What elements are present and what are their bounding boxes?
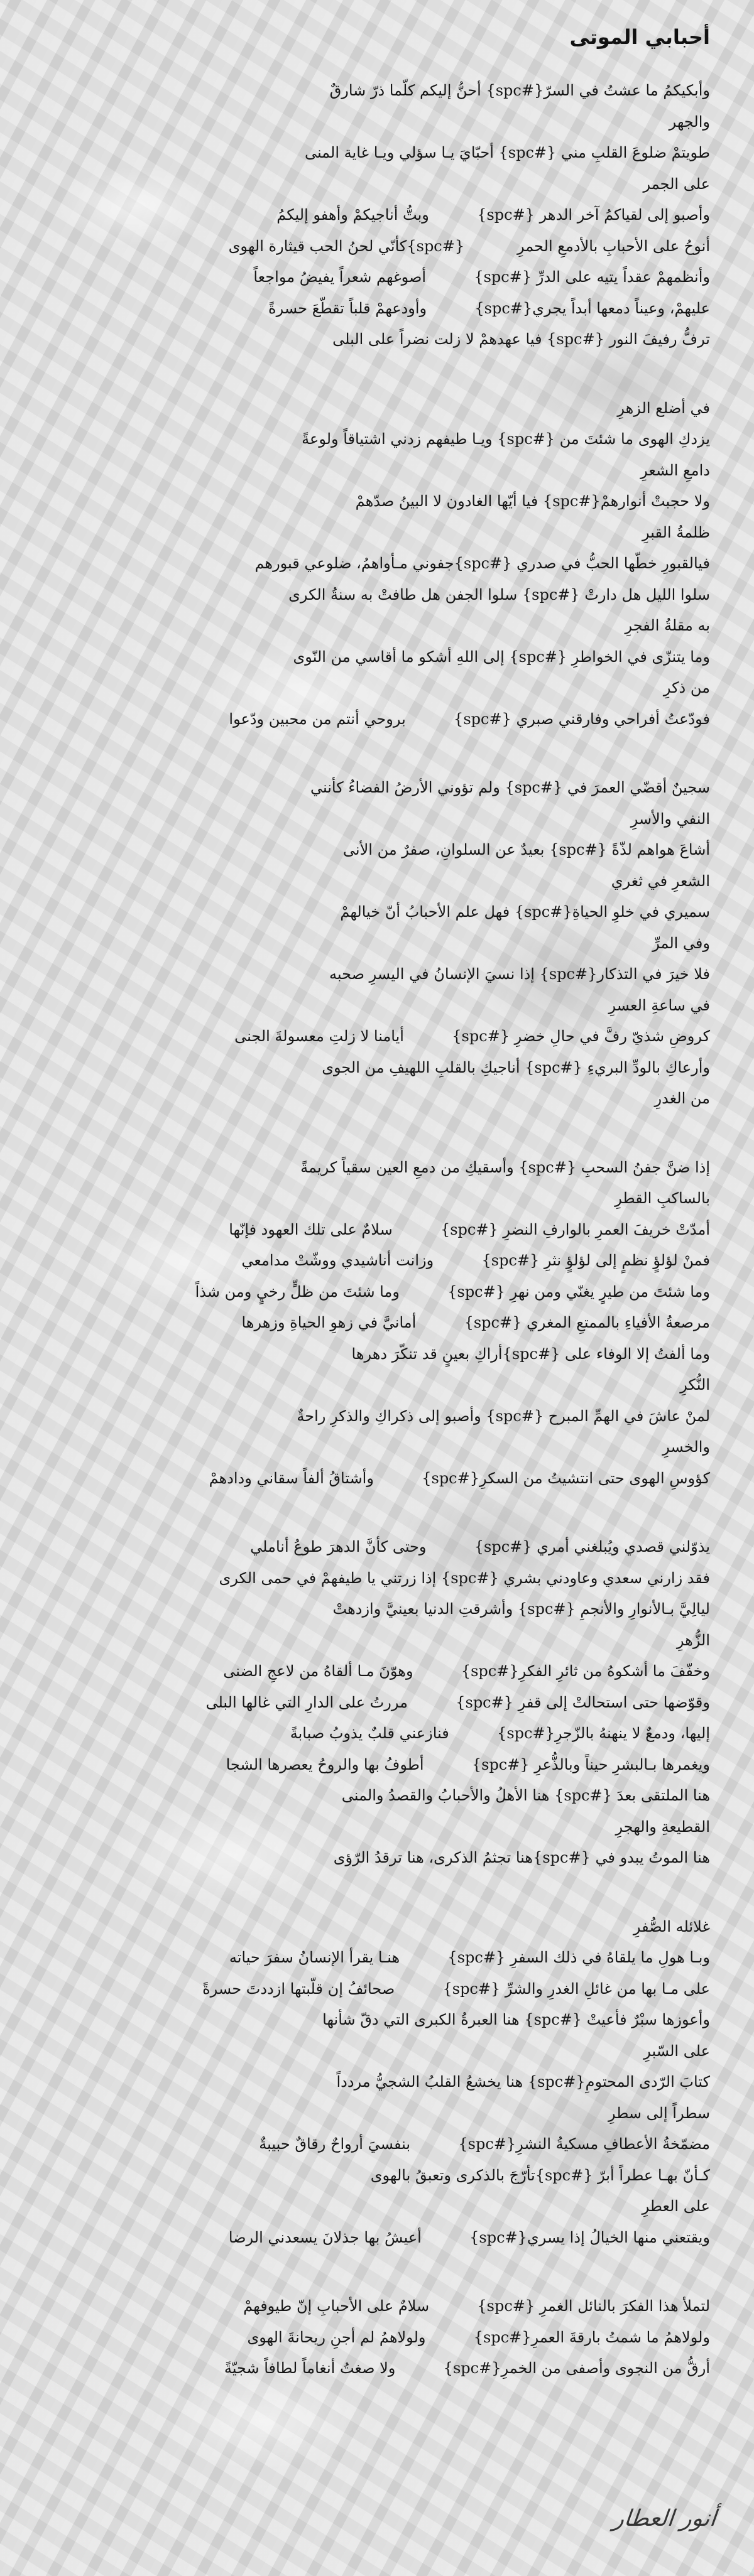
poem-line: في أضلع الزهرِ — [617, 399, 710, 417]
poem-line: يذوّلني قصدي ويُبلغني أمري {#spc} وحتى كأنَّ الدهرَ طوعُ أناملي — [250, 1538, 710, 1556]
poem-line: يزدكِ الهوى ما شئتَ من {#spc} ويـا طيفهم زدني اشتياقاً ولوعةً — [302, 430, 710, 448]
poem-stanza — [44, 772, 710, 1115]
poem-line: ويغمرها بـالبشرِ حيناً وبالذُّعرِ {#spc} أطوفُ بها والروحُ يعصرها الشجا — [226, 1755, 710, 1773]
poem-line: ويقتعني منها الخيالُ إذا يسري{#spc} أعيشُ بها جذلانَ يسعدني الرضا — [228, 2228, 710, 2246]
poem-line: ترفُّ رفيفَ النور {#spc} فيا عهدهمْ لا زلت نضراً على البلى — [332, 330, 710, 348]
poem-body — [44, 75, 710, 2384]
poem-stanza — [44, 1912, 710, 2254]
poem-line: أرقُّ من النجوى وأصفى من الخمرِ{#spc} ولا صغتُ أنغاماً لطافاً شجيّةً — [224, 2359, 710, 2377]
poem-line: لمنْ عاشَ في الهمِّ المبرح {#spc} وأصبو إلى ذكراكِ والذكرِ راحةٌ — [297, 1407, 710, 1425]
poem-line: كتابَ الرّدى المحتومِ{#spc} هنا يخشعُ القلبُ الشجيُّ مردداً — [336, 2073, 710, 2091]
poem-line: عليهمْ، وعيناً دمعها أبداً يجري{#spc} وأودعهمْ قلباً تقطّعَ حسرةً — [268, 299, 710, 317]
poem-line: هنا الملتقى بعدَ {#spc} هنا الأهلُ والأحبابُ والقصدُ والمنى — [341, 1787, 710, 1804]
poem-line: في ساعةِ العسرِ — [608, 996, 710, 1014]
poem-line: إذا ضنَّ جفنُ السحبِ {#spc} وأسقيكِ من دمعِ العين سقياً كريمةً — [300, 1158, 710, 1176]
poem-line: على مـا بها من غائلِ الغدرِ والشرِّ {#spc} صحائفُ إن قلّبتها ازددتَ حسرةً — [202, 1979, 710, 1998]
poem-line: سجينٌ أقضّي العمرَ في {#spc} ولم تؤوني الأرضُ الفضاءُ كأنني — [310, 779, 710, 796]
poem-line: دامعِ الشعرِ — [640, 461, 710, 479]
poem-line: هنا الموتُ يبدو في {#spc}هنا تجثمُ الذكرى، هنا ترقدُ الرّؤى — [333, 1849, 710, 1866]
poem-line: والخسرِ — [662, 1438, 710, 1456]
poem-line: النفي والأسرِ — [630, 809, 710, 828]
poem-line: وقوّضها حتى استحالتْ إلى قفرِ {#spc} مررتُ على الدارِ التي غالها البلى — [205, 1693, 710, 1711]
poem-line: وأبكيكمُ ما عشتُ في السرّ{#spc} أحنُّ إليكم كلّما ذرّ شارقٌ — [329, 82, 710, 99]
poem-line: سلوا الليل هل دارتْ {#spc} سلوا الجفن هل طافتْ به سنةُ الكرى — [288, 585, 710, 603]
poem-line: من ذكرِ — [663, 679, 710, 696]
poem-line: فمنْ لؤلؤٍ نظمٍ إلى لؤلؤٍ نثرِ {#spc} وزانت أناشيدي ووشّتْ مدامعي — [241, 1252, 710, 1269]
poem-line: غلائله الصُّفرِ — [633, 1917, 710, 1935]
poem-stanza — [44, 2291, 710, 2384]
poem-line: على الجمر — [643, 175, 710, 193]
poem-line: وأرعاكِ بالودِّ البريءِ {#spc} أناجيكِ بالقلبِ اللهيفِ من الجوى — [322, 1058, 710, 1076]
poem-line: بالساكبِ القطرِ — [615, 1189, 710, 1207]
poem-line: وأعوزها سبْرٌ فأعيتْ {#spc} هنا العبرةُ الكبرى التي دقّ شأنها — [322, 2011, 710, 2028]
poem-line: على السّبرِ — [643, 2042, 710, 2060]
poem-line: والجهر — [669, 112, 710, 131]
poem-line: كـأنّ بهـا عطراً أبرّ {#spc}تأرّجَ بالذكرى وتعبقُ بالهوى — [370, 2166, 710, 2184]
poem-stanza — [44, 75, 710, 355]
poem-line: الزُّهرِ — [676, 1631, 710, 1649]
poem-line: وخفّفَ ما أشكوهُ من ثائرِ الفكرِ{#spc} وهوّنَ مـا ألقاهُ من لاعجِ الضنى — [223, 1662, 710, 1680]
poem-line: وأنظمهمْ عقداً يتيه على الدرِّ {#spc} أصوغهم شعراً يفيضُ مواجعاً — [253, 268, 710, 286]
poem-line: فيالقبورِ خطّها الحبُّ في صدري {#spc}جفوني مـأواهمُ، ضلوعي قبورهم — [254, 555, 710, 572]
poem-line: ولا حجبتْ أنوارهمْ{#spc} فيا أيّها الغادون لا البينُ صدّهمْ — [355, 492, 710, 510]
poem-line: لتملأ هذا الفكرَ بالنائل الغمرِ {#spc} سلامٌ على الأحبابِ إنّ طيوفهمْ — [243, 2297, 710, 2315]
poem-line: على العطرِ — [642, 2197, 710, 2215]
poem-line: أمدّتْ خريفَ العمرِ بالوارفِ النضرِ {#spc} سلامٌ على تلك العهود فإنّها — [229, 1220, 710, 1238]
poem-line: وبـا هولِ ما يلقاهُ في ذلك السفرِ {#spc} هنـا يقرأ الإنسانُ سفرَ حياته — [229, 1949, 710, 1966]
poem-line: سميري في خلوِ الحياةِ{#spc} فهل علم الأحبابُ أنّ خيالهمْ — [340, 903, 710, 921]
poem-line: سطراً إلى سطرِ — [608, 2104, 710, 2122]
poem-line: فودّعتُ أفراحي وفارقني صبري {#spc} بروحي أنتم من محبين ودّعوا — [229, 710, 710, 728]
poem-line: فقد زارني سعدي وعاودني بشري {#spc} إذا زرتني يا طيفهمْ في حمى الكرى — [219, 1569, 710, 1587]
poem-stanza — [44, 1152, 710, 1495]
poem-title: أحبابي الموتى — [569, 25, 710, 49]
poem-stanza — [44, 1532, 710, 1874]
poem-line: القطيعةِ والهجرِ — [615, 1817, 710, 1836]
poem-line: وما يتنزّى في الخواطرِ {#spc} إلى اللهِ أشكو ما أقاسي من النّوى — [293, 647, 710, 666]
poem-line: وفي المرِّ — [652, 934, 710, 952]
author-signature: أنور العطار — [612, 2506, 718, 2531]
poem-line: الشعرِ في ثغري — [611, 872, 710, 890]
poem-line: النُّكرِ — [680, 1376, 710, 1394]
poem-line: ليالِيَّ بـالأنوارِ والأنجمِ {#spc} وأشرقتِ الدنيا بعينيَّ وازدهتْ — [332, 1600, 710, 1618]
poem-line: وما شئتَ من طيرٍ يغنّي ومن نهرِ {#spc} وما شئتَ من ظلٍّ رخيٍ ومن شذاً — [195, 1282, 710, 1301]
poem-line: ظلمةُ القبرِ — [642, 523, 710, 541]
poem-line: مضمّخةُ الأعطافِ مسكيةُ النشرِ{#spc} بنفسيَ أرواحٌ رقاقٌ حبيبةٌ — [259, 2135, 710, 2153]
poem-line: أشاعَ هواهم لذّةً {#spc} بعيدٌ عن السلوانِ، صفرٌ من الأنى — [342, 841, 710, 858]
poem-line: وأصبو إلى لقياكمُ آخر الدهر {#spc} وبتُّ أناجيكمْ وأهفو إليكمُ — [276, 206, 710, 224]
poem-line: مرصعةُ الأفياءِ بالممتعِ المغري {#spc} أمانيَّ في زهوِ الحياةِ وزهرها — [241, 1314, 710, 1331]
poem-line: ولولاهمُ ما شمتُ بارقةَ العمرِ{#spc} ولولاهمُ لم أجنِ ريحانةَ الهوى — [247, 2328, 710, 2346]
poem-line: وما ألفتُ إلا الوفاء على {#spc}أراكِ بعينٍ قد تنكّرَ دهرها — [351, 1345, 710, 1363]
poem-line: كؤوسِ الهوى حتى انتشيتُ من السكرِ{#spc} وأشتاقُ ألفاً سقاني ودادهمْ — [209, 1469, 710, 1487]
poem-line: كروضِ شذيّ رفَّ في حالِ خضرِ {#spc} أيامنا لا زلتِ معسولةَ الجنى — [234, 1027, 710, 1045]
poem-line: فلا خيرَ في التذكار{#spc} إذا نسيَ الإنسانُ في اليسرِ صحبه — [329, 965, 710, 983]
poem-stanza — [44, 393, 710, 735]
poem-line: إليها، ودمعٌ لا ينهنهُ بالزّجرِ{#spc} فنازعني قلبٌ يذوبُ صبابةً — [290, 1724, 710, 1742]
poem-line: من الغدرِ — [654, 1090, 710, 1107]
poem-line: به مقلةُ الفجرِ — [625, 617, 710, 634]
poem-line: أنوحُ على الأحبابِ بالأدمعِ الحمرِ {#spc}كأنّي لحنُ الحب قيثارة الهوى — [228, 237, 710, 255]
poem-line: طويتمْ ضلوعَ القلبِ مني {#spc} أحبّايَ يـا سؤلي ويـا غاية المنى — [304, 144, 710, 161]
